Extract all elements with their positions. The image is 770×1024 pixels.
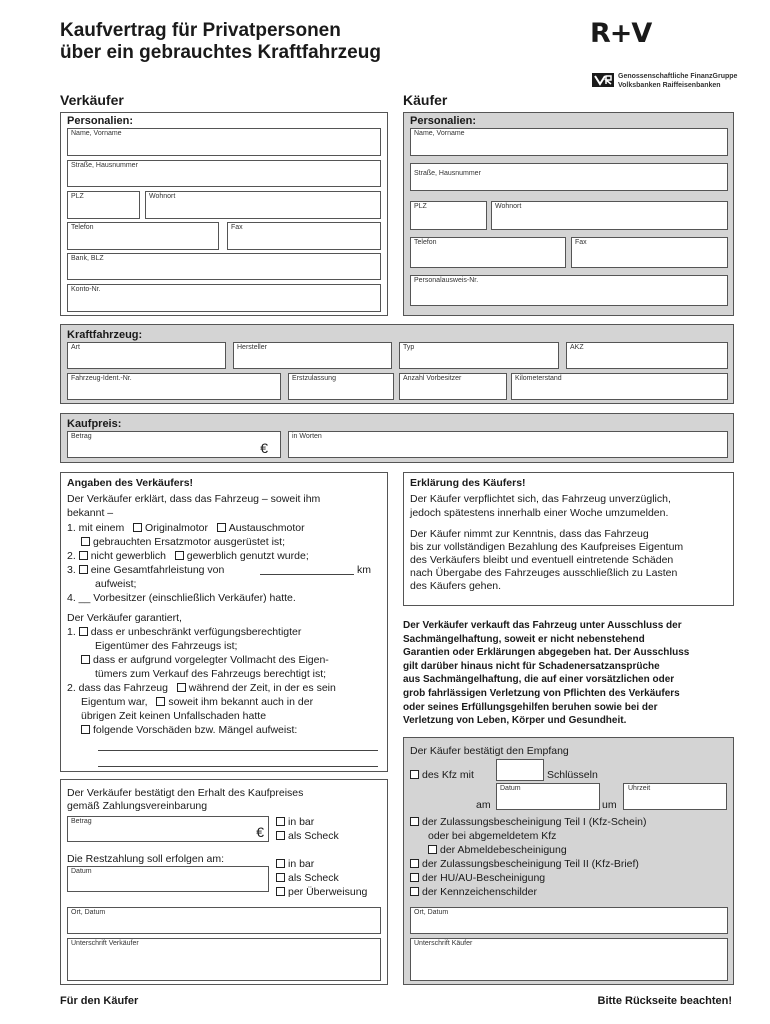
- exchange-engine-checkbox[interactable]: [217, 523, 226, 532]
- receipt-deregistration: der Abmeldebescheinigung: [428, 843, 567, 857]
- buyer-fax-field[interactable]: Fax: [571, 237, 728, 268]
- buyer-zip-field[interactable]: PLZ: [410, 201, 487, 230]
- hu-au-checkbox[interactable]: [410, 873, 419, 882]
- used-engine-line: gebrauchten Ersatzmotor ausgerüstet ist;: [81, 535, 285, 549]
- price-amount-field[interactable]: Betrag €: [67, 431, 281, 458]
- keys-count-field[interactable]: [496, 759, 544, 781]
- original-engine-checkbox[interactable]: [133, 523, 142, 532]
- mileage-line: 3. eine Gesamtfahrleistung von: [67, 564, 225, 576]
- rest-cheque-option: als Scheck: [276, 871, 339, 885]
- seller-statements-heading: Angaben des Verkäufers!: [67, 477, 194, 489]
- accident-line-2: Eigentum war, soweit ihm bekannt auch in der: [81, 696, 314, 708]
- mileage-blank[interactable]: [260, 574, 354, 575]
- damages-blank-1[interactable]: [98, 750, 378, 751]
- seller-account-field[interactable]: Konto-Nr.: [67, 284, 381, 312]
- document-title: [60, 20, 381, 64]
- rest-cash-option: in bar: [276, 857, 314, 871]
- buyer-p2-line-1: Der Käufer nimmt zur Kenntnis, dass das Fahrzeug: [410, 528, 649, 540]
- damages-checkbox[interactable]: [81, 725, 90, 734]
- vehicle-first-registration-field[interactable]: Erstzulassung: [288, 373, 394, 400]
- rest-payment-label: Die Restzahlung soll erfolgen am:: [67, 853, 224, 865]
- used-engine-checkbox[interactable]: [81, 537, 90, 546]
- buyer-statements-panel: [403, 472, 734, 606]
- mileage-cont: aufweist;: [95, 578, 137, 590]
- payment-panel: [60, 779, 388, 985]
- rest-payment-date-field[interactable]: Datum: [67, 866, 269, 892]
- seller-fax-field[interactable]: Fax: [227, 222, 381, 250]
- seller-phone-field[interactable]: Telefon: [67, 222, 219, 250]
- seller-section-title: Personalien:: [67, 115, 134, 127]
- other-period-checkbox[interactable]: [156, 697, 165, 706]
- vehicle-mileage-field[interactable]: Kilometerstand: [511, 373, 728, 400]
- payment-cash-option: in bar: [276, 815, 314, 829]
- vehicle-section-title: Kraftfahrzeug:: [67, 329, 143, 341]
- buyer-id-field[interactable]: Personalausweis-Nr.: [410, 275, 728, 306]
- seller-personal-panel: [60, 112, 388, 316]
- buyer-p2-line-4: nach Übergabe des Fahrzeuges ausschließlich zu Lasten: [410, 567, 678, 579]
- proxy-line: dass er aufgrund vorgelegter Vollmacht des Eigen-: [81, 653, 329, 667]
- keys-line: des Kfz mit: [410, 768, 474, 782]
- price-section-title: Kaufpreis:: [67, 418, 122, 430]
- seller-bank-field[interactable]: Bank, BLZ: [67, 253, 381, 280]
- price-panel: [60, 413, 734, 463]
- ownership-period-checkbox[interactable]: [177, 683, 186, 692]
- seller-statements-panel: [60, 472, 388, 772]
- buyer-section-title: Personalien:: [410, 115, 477, 127]
- buyer-p2-line-3: des Verkäufers bleibt und eventuell eintretende Schäden: [410, 554, 674, 566]
- proxy-checkbox[interactable]: [81, 655, 90, 664]
- buyer-city-field[interactable]: Wohnort: [491, 201, 728, 230]
- rest-cash-checkbox[interactable]: [276, 859, 285, 868]
- seller-place-date-field[interactable]: Ort, Datum: [67, 907, 381, 934]
- reg-part2-checkbox[interactable]: [410, 859, 419, 868]
- seller-heading: Verkäufer: [60, 92, 124, 108]
- deregistration-checkbox[interactable]: [428, 845, 437, 854]
- rv-logo: R+V: [590, 18, 652, 49]
- group-name: Genossenschaftliche FinanzGruppe Volksbanken Raiffeisenbanken: [618, 73, 738, 89]
- receipt-hu-au: der HU/AU-Bescheinigung: [410, 871, 545, 885]
- buyer-p2-line-2: bis zur vollständigen Bezahlung des Kaufpreises Eigentum: [410, 541, 684, 553]
- rest-transfer-option: per Überweisung: [276, 885, 367, 899]
- payment-line-1: Der Verkäufer bestätigt den Erhalt des Kaufpreises: [67, 787, 304, 799]
- accident-line-3: übrigen Zeit keinen Unfallschaden hatte: [81, 710, 267, 722]
- footer-right: Bitte Rückseite beachten!: [597, 995, 732, 1007]
- payment-cheque-checkbox[interactable]: [276, 831, 285, 840]
- reg-part1-checkbox[interactable]: [410, 817, 419, 826]
- payment-cheque-option: als Scheck: [276, 829, 339, 843]
- title-line-1: Kaufvertrag für Privatpersonen: [60, 20, 341, 41]
- payment-line-2: gemäß Zahlungsvereinbarung: [67, 800, 208, 812]
- receipt-time-field[interactable]: Uhrzeit: [623, 783, 727, 810]
- plates-checkbox[interactable]: [410, 887, 419, 896]
- vehicle-akz-field[interactable]: AKZ: [566, 342, 728, 369]
- receipt-panel: [403, 737, 734, 985]
- buyer-p1-line-1: Der Käufer verpflichtet sich, das Fahrzeug unverzüglich,: [410, 493, 671, 505]
- owner-checkbox[interactable]: [79, 627, 88, 636]
- payment-cash-checkbox[interactable]: [276, 817, 285, 826]
- um-label: um: [602, 799, 617, 811]
- vehicle-type-field[interactable]: Art: [67, 342, 226, 369]
- buyer-name-field[interactable]: Name, Vorname: [410, 128, 728, 156]
- receipt-reg-part1: der Zulassungsbescheinigung Teil I (Kfz-Schein): [410, 815, 647, 829]
- buyer-signature-field[interactable]: Unterschrift Käufer: [410, 938, 728, 981]
- seller-intro-line-1: Der Verkäufer erklärt, dass das Fahrzeug – soweit ihm: [67, 493, 321, 505]
- rest-transfer-checkbox[interactable]: [276, 887, 285, 896]
- seller-street-field[interactable]: Straße, Hausnummer: [67, 160, 381, 187]
- buyer-phone-field[interactable]: Telefon: [410, 237, 566, 268]
- buyer-heading: Käufer: [403, 92, 448, 108]
- receipt-deregistered: oder bei abgemeldetem Kfz: [428, 830, 557, 842]
- keys-label: Schlüsseln: [547, 769, 598, 781]
- vehicle-model-field[interactable]: Typ: [399, 342, 559, 369]
- damages-line: folgende Vorschäden bzw. Mängel aufweist:: [81, 723, 297, 737]
- liability-clause: Der Verkäufer verkauft das Fahrzeug unter Ausschluss der Sachmängelhaftung, soweit er nicht nebenstehend Garantien oder Erklärungen abgegeben hat. Der Ausschluss gilt darüber hinaus nicht für Schadenersatzansprüche aus Sachmängelhaftung, die auf einer vorsätzlichen oder grob fahrlässigen Verletzung von Pflichten des Verkäufers oder seines Erfüllungsgehilfen beruhen sowie bei der Verletzung von Leben, Körper und Gesundheit.: [403, 620, 690, 727]
- seller-city-field[interactable]: Wohnort: [145, 191, 381, 219]
- vehicle-manufacturer-field[interactable]: Hersteller: [233, 342, 392, 369]
- commercial-checkbox[interactable]: [175, 551, 184, 560]
- total-mileage-checkbox[interactable]: [79, 565, 88, 574]
- previous-owners-line: 4. __ Vorbesitzer (einschließlich Verkäufer) hatte.: [67, 592, 296, 604]
- price-words-field[interactable]: in Worten: [288, 431, 728, 458]
- km-unit: km: [357, 564, 371, 576]
- vehicle-previous-owners-field[interactable]: Anzahl Vorbesitzer: [399, 373, 507, 400]
- buyer-place-date-field[interactable]: Ort, Datum: [410, 907, 728, 934]
- receipt-reg-part2: der Zulassungsbescheinigung Teil II (Kfz-Brief): [410, 857, 639, 871]
- engine-line: 1. mit einem Originalmotor Austauschmotor: [67, 522, 305, 534]
- rest-cheque-checkbox[interactable]: [276, 873, 285, 882]
- buyer-personal-panel: [403, 112, 734, 316]
- seller-name-field[interactable]: Name, Vorname: [67, 128, 381, 156]
- seller-signature-field[interactable]: Unterschrift Verkäufer: [67, 938, 381, 981]
- euro-symbol: €: [260, 440, 268, 456]
- vehicle-panel: [60, 324, 734, 404]
- keys-checkbox[interactable]: [410, 770, 419, 779]
- vr-logo-icon: [592, 73, 614, 87]
- commercial-use-line: 2. nicht gewerblich gewerblich genutzt wurde;: [67, 550, 309, 562]
- footer-left: Für den Käufer: [60, 995, 139, 1007]
- receipt-heading: Der Käufer bestätigt den Empfang: [410, 745, 569, 757]
- buyer-street-field[interactable]: Straße, Hausnummer: [410, 163, 728, 191]
- payment-amount-field[interactable]: Betrag €: [67, 816, 269, 842]
- receipt-date-field[interactable]: Datum: [496, 783, 600, 810]
- seller-intro-line-2: bekannt –: [67, 507, 114, 519]
- owner-line-2: Eigentümer des Fahrzeugs ist;: [95, 640, 238, 652]
- buyer-statements-heading: Erklärung des Käufers!: [410, 477, 526, 489]
- guarantee-intro: Der Verkäufer garantiert,: [67, 612, 182, 624]
- title-line-2: über ein gebrauchtes Kraftfahrzeug: [60, 42, 381, 63]
- seller-zip-field[interactable]: PLZ: [67, 191, 140, 219]
- accident-line: 2. dass das Fahrzeug während der Zeit, in der es sein: [67, 682, 336, 694]
- proxy-line-2: tümers zum Verkauf des Fahrzeugs berechtigt ist;: [95, 668, 327, 680]
- buyer-p2-line-5: des Käufers gehen.: [410, 580, 502, 592]
- non-commercial-checkbox[interactable]: [79, 551, 88, 560]
- vehicle-vin-field[interactable]: Fahrzeug-Ident.-Nr.: [67, 373, 281, 400]
- damages-blank-2[interactable]: [98, 766, 378, 767]
- owner-line: 1. dass er unbeschränkt verfügungsberechtigter: [67, 626, 302, 638]
- buyer-p1-line-2: jedoch spätestens innerhalb einer Woche umzumelden.: [410, 507, 669, 519]
- receipt-plates: der Kennzeichenschilder: [410, 885, 537, 899]
- am-label: am: [476, 799, 491, 811]
